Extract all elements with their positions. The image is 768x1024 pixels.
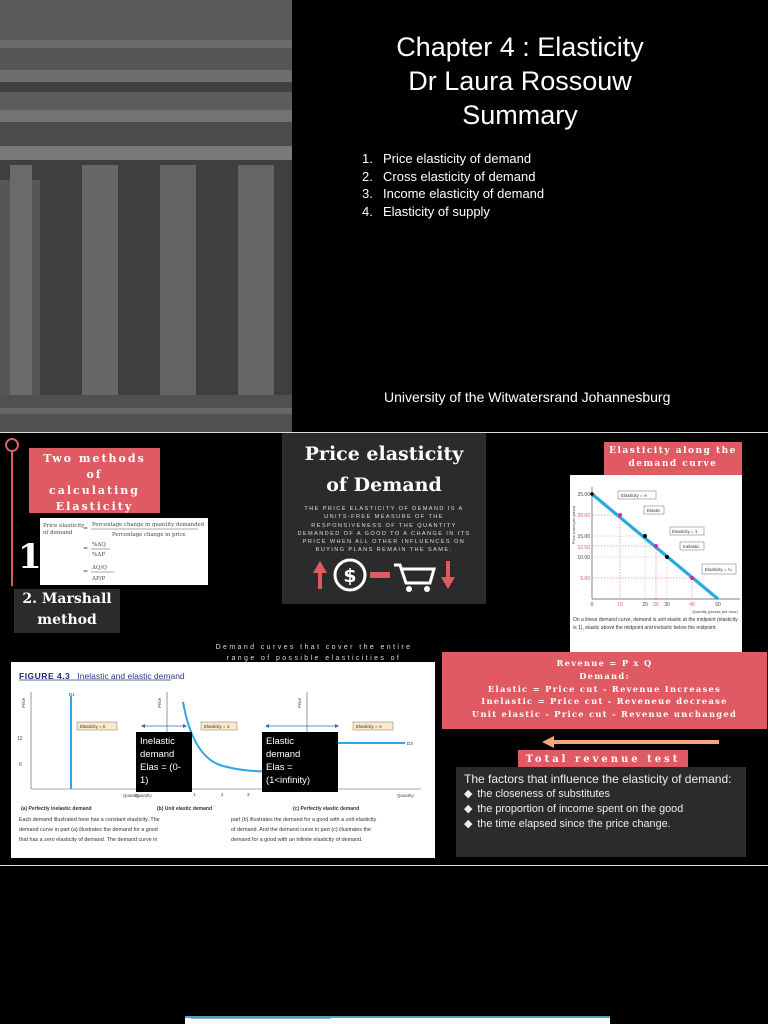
title-line: Dr Laura Rossouw <box>408 66 632 96</box>
svg-text:=: = <box>83 525 89 532</box>
total-revenue-test-label: Total revenue test <box>518 750 688 767</box>
svg-text:=: = <box>83 568 89 575</box>
list-item: ◆ the proportion of income spent on the good <box>464 802 738 817</box>
title-line: Summary <box>462 100 578 130</box>
svg-text:Percentage change in price: Percentage change in price <box>112 532 186 538</box>
linear-demand-chart <box>570 475 742 656</box>
svg-text:Elasticity = ¼: Elasticity = ¼ <box>705 567 732 572</box>
svg-text:Percentage change in quantity: Percentage change in quantity demanded <box>92 522 204 528</box>
svg-text:Elasticity = 0: Elasticity = 0 <box>80 724 106 729</box>
svg-text:10.00: 10.00 <box>577 555 590 561</box>
svg-text:2: 2 <box>221 792 224 797</box>
svg-text:D3: D3 <box>407 741 413 746</box>
revenue-rules: Revenue = P x Q Demand: Elastic = Price cut - Revenue Increases Inelastic = Price cut - Reveneue decrease Unit elastic - Price cut - Revenue unchanged <box>442 652 767 729</box>
figure-title: FIGURE 4.3 Inelastic and elastic demand <box>19 671 185 681</box>
slide-title <box>330 30 710 132</box>
title-slide <box>0 0 768 432</box>
svg-text:(c) Perfectly elastic demand: (c) Perfectly elastic demand <box>293 806 360 812</box>
svg-text:Inelastic: Inelastic <box>683 544 700 549</box>
svg-text:Elasticity = ∞: Elasticity = ∞ <box>356 724 383 729</box>
svg-text:3: 3 <box>247 792 250 797</box>
svg-text:25: 25 <box>653 602 659 608</box>
price-cart-icon <box>312 557 462 593</box>
svg-text:20: 20 <box>642 602 648 608</box>
svg-text:6: 6 <box>19 762 22 768</box>
svg-text:50: 50 <box>715 602 721 608</box>
svg-text:Price: Price <box>297 697 302 708</box>
list-item: 4. Elasticity of supply <box>362 203 490 219</box>
slide-divider <box>0 865 768 866</box>
elasticity-formula <box>40 518 208 585</box>
svg-text:20.00: 20.00 <box>577 513 590 519</box>
next-slide-preview <box>185 1016 610 1024</box>
svg-text:Elasticity = 1: Elasticity = 1 <box>672 529 698 534</box>
svg-text:30: 30 <box>664 602 670 608</box>
ped-definition: THE PRICE ELASTICITY OF DEMAND IS A UNITS-FREE MEASURE OF THE RESPONSIVENESS OF THE QUANTITY DEMANDED OF A GOOD TO A CHANGE IN ITS PRICE WHEN ALL OTHER INFLUENCES ON BUYING PLANS REMAIN THE SAME. <box>297 506 471 554</box>
inelastic-demand-note: Inelastic demand Elas = (0- 1) <box>136 732 192 792</box>
svg-text:12: 12 <box>17 736 23 742</box>
list-item: ◆ the closeness of substitutes <box>464 787 738 802</box>
svg-text:%ΔQ: %ΔQ <box>92 542 106 548</box>
vertical-accent-line <box>11 450 13 586</box>
list-item: 2. Cross elasticity of demand <box>362 168 536 184</box>
elasticity-along-curve-heading: Elasticity along the demand curve <box>604 442 742 475</box>
svg-text:Quantity: Quantity <box>123 793 140 798</box>
svg-text:ΔQ/Q: ΔQ/Q <box>92 565 107 571</box>
ped-title: Price elasticity of Demand <box>304 443 464 496</box>
method-number: 1. <box>18 537 54 577</box>
summary-slide <box>0 433 768 865</box>
elastic-demand-note: Elastic demand Elas = (1<infinity) <box>262 732 338 792</box>
two-methods-heading: Two methods of calculating Elasticity <box>29 448 160 513</box>
svg-text:Elasticity = ∞: Elasticity = ∞ <box>621 493 648 498</box>
topic-list <box>362 150 544 220</box>
building-photo <box>0 0 292 432</box>
svg-text:(a) Perfectly inelastic demand: (a) Perfectly inelastic demand <box>21 806 92 812</box>
svg-text:Price (rand per pizza): Price (rand per pizza) <box>571 505 576 545</box>
factors-list <box>464 787 738 832</box>
svg-text:=: = <box>83 545 89 552</box>
list-item: 1. Price elasticity of demand <box>362 151 532 166</box>
svg-text:Quantity (pizzas per hour): Quantity (pizzas per hour) <box>691 609 738 614</box>
svg-text:40: 40 <box>689 602 695 608</box>
svg-text:Quantity: Quantity <box>135 793 152 798</box>
university-footer: University of the Witwatersrand Johannesburg <box>384 389 671 405</box>
svg-text:%ΔP: %ΔP <box>92 552 105 558</box>
figure-4-3: FIGURE 4.3 Inelastic and elastic demand Price D1 12 6 Elasticity = 0 Quantity (a) Perfectly inelastic demand Price Elasticity = 1 1 2 3 Quantity (b) Unit elastic demand Price D3 Elasticity = ∞ Quantity (c) Perfectly elastic demand Each demand illustrated here has a constant elasticity. The demand curve in part (a) illustrates the demand for a good that has a zero elasticity of demand. The demand curve in part (b) illustrates the demand for a good with a unit elasticity of demand. And the demand curve in part (c) illustrates the demand for a good with an infinite elasticity of demand. <box>11 662 435 858</box>
svg-text:25.00: 25.00 <box>577 492 590 498</box>
svg-text:Price elasticity: Price elasticity <box>43 523 85 529</box>
title-line: Chapter 4 : Elasticity <box>396 32 644 62</box>
left-arrow-icon <box>542 736 719 748</box>
svg-text:12.50: 12.50 <box>577 545 590 551</box>
svg-text:0: 0 <box>590 602 594 608</box>
svg-text:$: $ <box>343 565 357 587</box>
list-item: 3. Income elasticity of demand <box>362 186 545 201</box>
building-image <box>0 0 292 432</box>
svg-text:Elastic: Elastic <box>647 508 661 513</box>
svg-text:Elasticity = 1: Elasticity = 1 <box>204 724 230 729</box>
svg-text:15.00: 15.00 <box>577 534 590 540</box>
svg-text:ΔP/P: ΔP/P <box>92 576 106 582</box>
list-item: ◆ the time elapsed since the price change. <box>464 817 738 832</box>
svg-text:Price: Price <box>21 697 26 708</box>
svg-text:of demand: of demand <box>43 530 73 536</box>
elasticity-factors <box>456 767 746 857</box>
price-elasticity-panel <box>282 433 486 604</box>
svg-text:10: 10 <box>617 602 623 608</box>
svg-text:1: 1 <box>193 792 196 797</box>
factors-title: The factors that influence the elasticity of demand: <box>464 772 732 786</box>
svg-text:Quantity: Quantity <box>397 793 414 798</box>
demand-curves-heading: Demand curves that cover the entire range of possible elasticities of <box>215 644 413 662</box>
svg-text:D1: D1 <box>69 692 75 697</box>
svg-text:(b) Unit elastic demand: (b) Unit elastic demand <box>157 806 213 812</box>
linear-chart-caption: On a linear demand curve, demand is unit elastic at the midpoint (elasticity is 1), elastic above the midpoint and inelastic below the midpoint. <box>573 617 738 631</box>
svg-text:Price: Price <box>157 697 162 708</box>
marshall-method-label: 2. Marshall method <box>14 589 120 633</box>
svg-text:5.00: 5.00 <box>580 576 590 582</box>
